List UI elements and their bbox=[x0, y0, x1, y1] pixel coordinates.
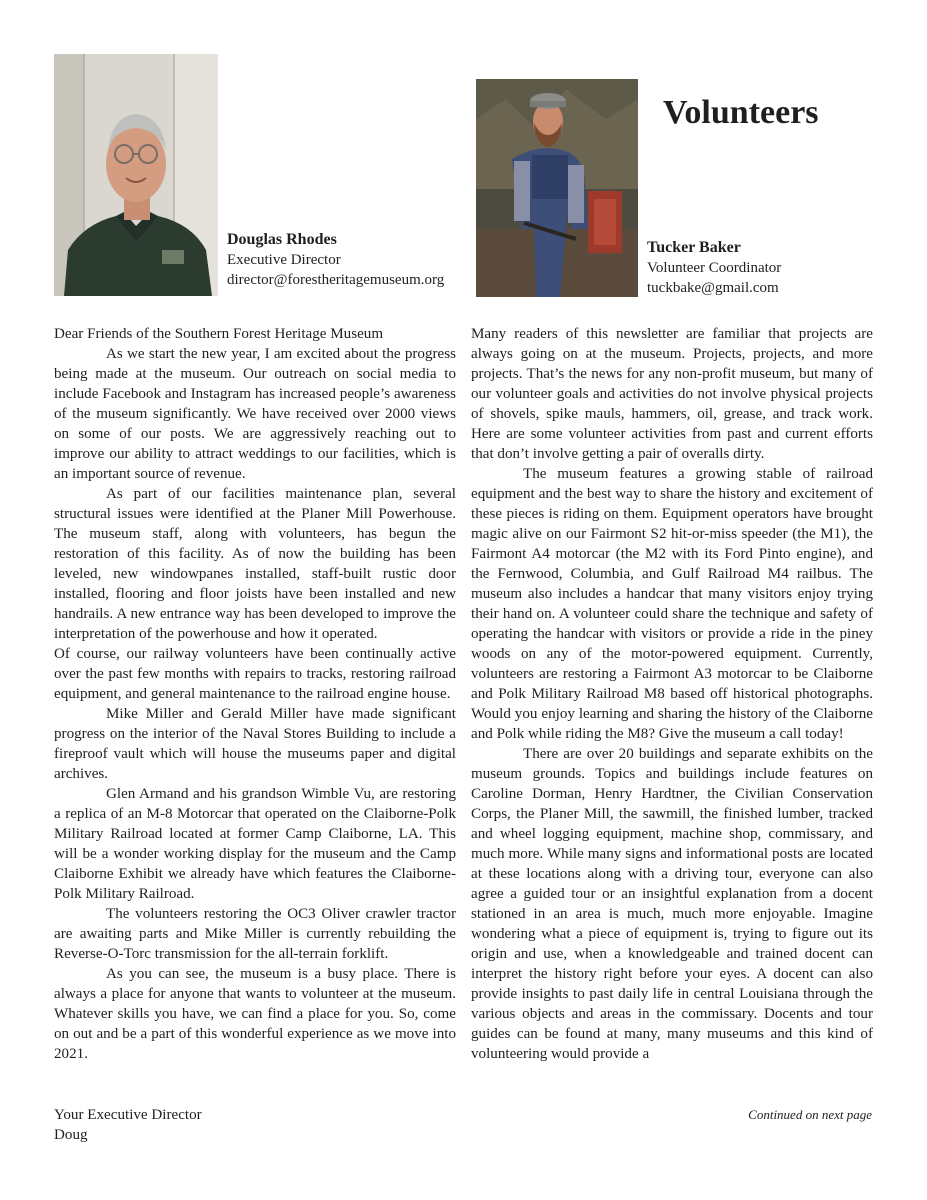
tucker-baker-photo bbox=[476, 79, 638, 297]
continued-note: Continued on next page bbox=[748, 1107, 872, 1122]
douglas-name: Douglas Rhodes bbox=[227, 231, 337, 248]
letter-greeting: Dear Friends of the Southern Forest Heritage Museum bbox=[54, 326, 384, 342]
article-paragraph: Many readers of this newsletter are familiar that projects are always going on at the museum. Projects, projects, and more projects. That’s the news for any non-profit museum, but many of our volunteer goals and activities do not involve physical projects of shovels, spike mauls, hammers, oil, grease, and track work. Here are some volunteer activities from past and current efforts that don’t involve getting a pair of overalls dirty. bbox=[471, 326, 873, 462]
section-title: Volunteers bbox=[663, 94, 819, 131]
article-paragraph: The museum features a growing stable of railroad equipment and the best way to share the history and excitement of these pieces is riding on them. Equipment operators have brought magic alive on our Fairmont S2 hit-or-miss speeder (the M1), the Fairmont A4 motorcar (the M2 with its Ford Pinto engine), and the Fernwood, Columbia, and Gulf Railroad M4 railbus. The museum also includes a handcar that many visitors enjoy trying their hand on. A volunteer could share the technique and safety of operating the handcar with visitors or provide a ride in the piney woods on any of the motor-powered equipment. Currently, volunteers are restoring a Fairmont A3 motorcar to be Claiborne and Polk Military Railroad M8 based off historical photographs. Would you enjoy learning and sharing the history of the Claiborne and Polk while riding the M8? Give the museum a call today! bbox=[471, 466, 873, 742]
douglas-rhodes-photo bbox=[54, 54, 218, 296]
letter-signoff bbox=[54, 1105, 202, 1145]
letter-paragraph: Of course, our railway volunteers have been continually active over the past few months with repairs to tracks, restoring railroad equipment, and general maintenance to the railroad engine house. bbox=[54, 646, 456, 702]
douglas-caption bbox=[227, 230, 444, 290]
signoff-name: Doug bbox=[54, 1127, 88, 1143]
letter-paragraph: Mike Miller and Gerald Miller have made significant progress on the interior of the Naval Stores Building to include a fireproof vault which will house the museums paper and digital archives. bbox=[54, 706, 456, 782]
letter-paragraph: Glen Armand and his grandson Wimble Vu, are restoring a replica of an M-8 Motorcar that operated on the Claiborne-Polk Military Railroad located at former Camp Claiborne, LA. This will be a wonder working display for the museum and the Camp Claiborne Exhibit we already have which features the Claiborne-Polk Military Railroad. bbox=[54, 786, 456, 902]
tucker-email[interactable]: tuckbake@gmail.com bbox=[647, 280, 779, 296]
douglas-email[interactable]: director@forestheritagemuseum.org bbox=[227, 272, 445, 288]
tucker-role: Volunteer Coordinator bbox=[647, 260, 782, 276]
letter-paragraph: As you can see, the museum is a busy place. There is always a place for anyone that wants to volunteer at the museum. Whatever skills you have, we can find a place for you. So, come on out and be a part of this wonderful experience as we move into 2021. bbox=[54, 966, 456, 1062]
douglas-role: Executive Director bbox=[227, 252, 341, 268]
letter-paragraph: As we start the new year, I am excited about the progress being made at the museum. Our outreach on social media to include Facebook and Instagram has increased people’s awareness of the museum significantly. We have received over 2000 views on some of our posts. We are aggressively reaching out to improve our ability to attract weddings to our facilities, which is an important source of revenue. bbox=[54, 346, 456, 482]
tucker-name: Tucker Baker bbox=[647, 239, 741, 256]
tucker-caption bbox=[647, 238, 781, 298]
director-letter bbox=[54, 324, 456, 1064]
article-paragraph: There are over 20 buildings and separate exhibits on the museum grounds. Topics and buildings include features on Caroline Dorman, Henry Hardtner, the Civilian Conservation Corps, the Planer Mill, the sawmill, the finished lumber, tracked and wheel logging equipment, machine shop, commissary, and much more. While many signs and informational posts are located at these locations along with a driving tour, everyone can also agree a guided tour or an insightful explanation from a docent stationed in an area is much, much more enjoyable. Imagine wondering what a piece of equipment is, trying to figure out its origin and use, when a knowledgeable and trained docent can interpret the history right before your eyes. A docent can also provide insights to past daily life in central Louisiana through the various objects and areas in the commissary. Docents and tour guides can be found at many, many museums and this kind of volunteering would provide a bbox=[471, 746, 873, 1062]
letter-paragraph: As part of our facilities maintenance plan, several structural issues were identified at the Planer Mill Powerhouse. The museum staff, along with volunteers, has begun the restoration of this facility. As of now the building has been leveled, new windowpanes installed, staff-built rustic door installed, flooring and floor joists have been installed and new handrails. A new entrance way has been developed to improve the interpretation of the powerhouse and how it operated. bbox=[54, 486, 456, 642]
letter-paragraph: The volunteers restoring the OC3 Oliver crawler tractor are awaiting parts and Mike Miller is currently rebuilding the Reverse-O-Torc transmission for the all-terrain forklift. bbox=[54, 906, 456, 962]
volunteers-article bbox=[471, 324, 873, 1064]
signoff-title: Your Executive Director bbox=[54, 1107, 202, 1123]
